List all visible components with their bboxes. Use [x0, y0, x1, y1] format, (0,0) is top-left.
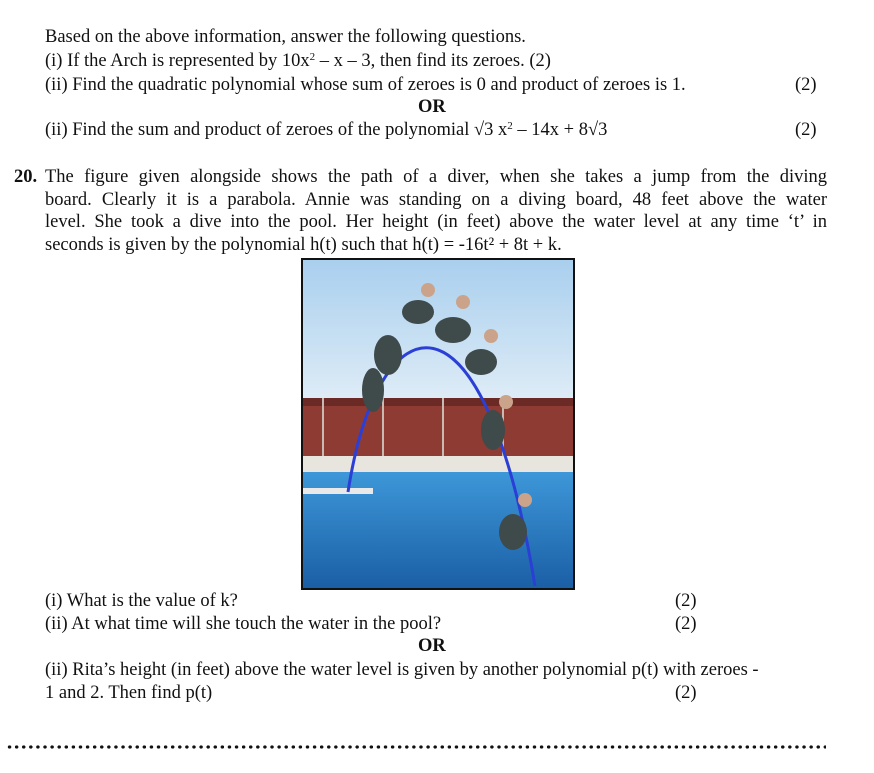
q20-part-ii-alt: (ii) Rita’s height (in feet) above the water level is given by another polynomial p(t) with zeroes -	[45, 660, 759, 680]
q19-part-ii-marks: (2)	[795, 75, 817, 95]
q20-line: level. She took a dive into the pool. Her height (in feet) above the water level at any time ‘t’ in	[45, 212, 827, 232]
q20-part-ii-alt-cont: 1 and 2. Then find p(t)	[45, 683, 213, 703]
q20-part-ii-alt-marks: (2)	[675, 683, 697, 703]
q19-part-ii-alt-marks: (2)	[795, 120, 817, 140]
q20-question-text	[45, 166, 827, 256]
q20-line: The figure given alongside shows the path of a diver, when she takes a jump from the diving	[45, 167, 827, 187]
q19-part-i: (i) If the Arch is represented by $10x^2$ – x – 3, then find its zeroes. (2)	[45, 51, 551, 71]
q20-line: seconds is given by the polynomial h(t) such that h(t) = -16t² + 8t + k.	[45, 234, 562, 255]
q20-part-ii: (ii) At what time will she touch the water in the pool?	[45, 614, 442, 634]
q19-part-ii-alt: (ii) Find the sum and product of zeroes of the polynomial √3 $x^2 - 14x + 8√3$	[45, 120, 608, 140]
q20-number: 20.	[14, 167, 38, 187]
q19-or-label: OR	[418, 97, 446, 117]
q20-part-i: (i) What is the value of k?	[45, 591, 238, 611]
q20-or-label: OR	[418, 636, 446, 656]
diver-photo	[303, 260, 573, 588]
dotted-separator	[6, 744, 826, 750]
q20-line: board. Clearly it is a parabola. Annie was standing on a diving board, 48 feet above the water	[45, 189, 827, 210]
diver-figure	[301, 258, 575, 590]
intro-text: Based on the above information, answer the following questions.	[45, 27, 526, 47]
q19-part-ii: (ii) Find the quadratic polynomial whose sum of zeroes is 0 and product of zeroes is 1.	[45, 75, 686, 95]
q20-part-i-marks: (2)	[675, 591, 697, 611]
q20-part-ii-marks: (2)	[675, 614, 697, 634]
